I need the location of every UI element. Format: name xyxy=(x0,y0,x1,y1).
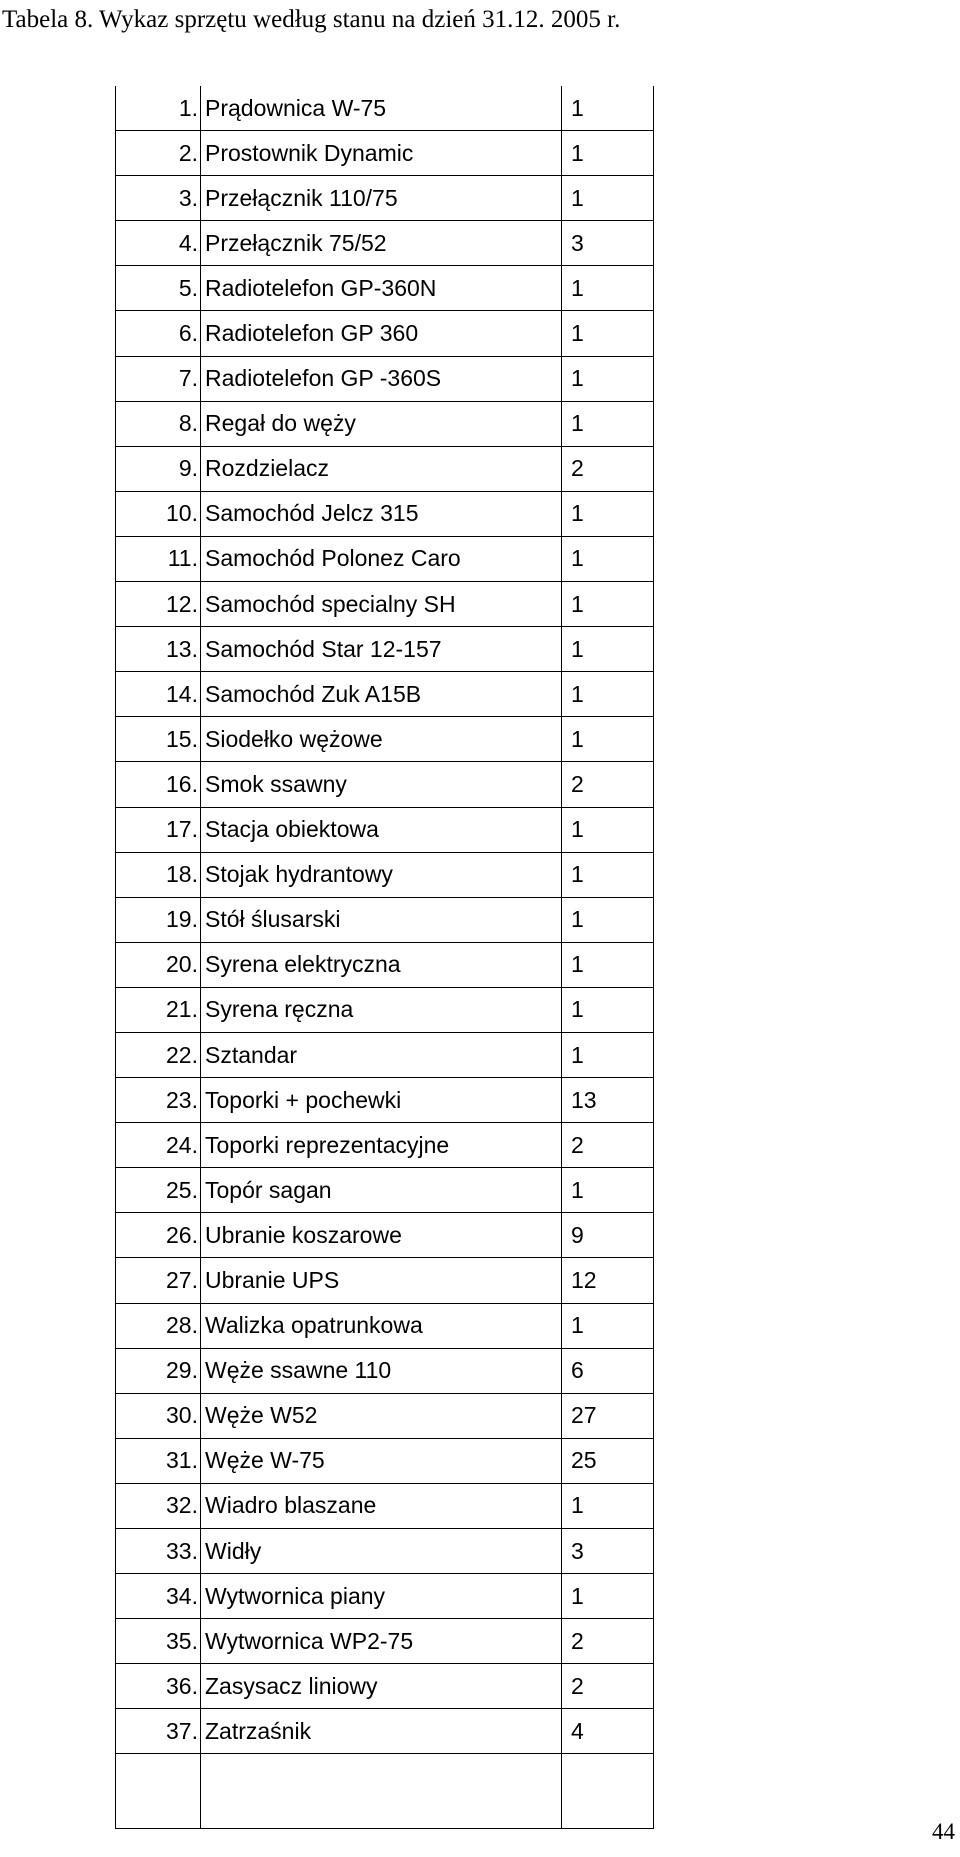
table-row xyxy=(116,357,653,402)
table-empty-tail xyxy=(116,1754,653,1828)
table-row xyxy=(116,1123,653,1168)
item-quantity: 1 xyxy=(571,139,584,166)
item-name: Syrena ręczna xyxy=(201,988,562,1032)
item-number: 16. xyxy=(116,762,201,806)
item-number: 6. xyxy=(116,311,201,355)
table-row xyxy=(116,672,653,717)
item-quantity: 1 xyxy=(571,274,584,301)
item-name: Przełącznik 75/52 xyxy=(201,221,562,265)
table-row xyxy=(116,176,653,221)
item-name: Wiadro blaszane xyxy=(201,1484,562,1528)
item-name: Węże ssawne 110 xyxy=(201,1349,562,1393)
item-name: Samochód Jelcz 315 xyxy=(201,492,562,536)
table-row xyxy=(116,853,653,898)
item-name: Stacja obiektowa xyxy=(201,808,562,852)
table-row xyxy=(116,717,653,762)
item-number: 14. xyxy=(116,672,201,716)
item-quantity: 1 xyxy=(571,725,584,752)
table-row xyxy=(116,1574,653,1619)
table-row xyxy=(116,1394,653,1439)
item-quantity: 1 xyxy=(571,320,584,347)
table-row xyxy=(116,1033,653,1078)
item-name: Wytwornica WP2-75 xyxy=(201,1619,562,1663)
item-quantity: 1 xyxy=(571,365,584,392)
table-row xyxy=(116,988,653,1033)
item-name: Topór sagan xyxy=(201,1168,562,1212)
item-number: 36. xyxy=(116,1664,201,1708)
item-quantity: 25 xyxy=(571,1447,597,1474)
table-row xyxy=(116,266,653,311)
item-number: 3. xyxy=(116,176,201,220)
item-name: Radiotelefon GP 360 xyxy=(201,311,562,355)
item-quantity: 1 xyxy=(571,1041,584,1068)
item-quantity: 2 xyxy=(571,770,584,797)
item-number: 35. xyxy=(116,1619,201,1663)
item-name: Siodełko wężowe xyxy=(201,717,562,761)
item-quantity: 2 xyxy=(571,455,584,482)
item-name: Walizka opatrunkowa xyxy=(201,1304,562,1348)
item-number: 15. xyxy=(116,717,201,761)
table-row xyxy=(116,492,653,537)
table-row xyxy=(116,943,653,988)
table-row xyxy=(116,898,653,943)
item-number: 5. xyxy=(116,266,201,310)
table-row xyxy=(116,582,653,627)
page-number: 44 xyxy=(932,1819,955,1844)
table-row xyxy=(116,86,653,131)
item-number: 18. xyxy=(116,853,201,897)
item-quantity: 2 xyxy=(571,1672,584,1699)
item-name: Smok ssawny xyxy=(201,762,562,806)
table-row xyxy=(116,447,653,492)
item-quantity: 2 xyxy=(571,1131,584,1158)
item-name: Zasysacz liniowy xyxy=(201,1664,562,1708)
item-name: Węże W52 xyxy=(201,1394,562,1438)
table-row xyxy=(116,808,653,853)
item-number: 27. xyxy=(116,1258,201,1302)
item-name: Zatrzaśnik xyxy=(201,1709,562,1753)
item-number: 4. xyxy=(116,221,201,265)
item-name: Sztandar xyxy=(201,1033,562,1077)
item-name: Stojak hydrantowy xyxy=(201,853,562,897)
table-row xyxy=(116,1258,653,1303)
item-quantity: 1 xyxy=(571,590,584,617)
empty-cell xyxy=(562,1754,653,1828)
table-row xyxy=(116,1619,653,1664)
item-quantity: 3 xyxy=(571,1537,584,1564)
item-number: 28. xyxy=(116,1304,201,1348)
item-name: Wytwornica piany xyxy=(201,1574,562,1618)
item-quantity: 6 xyxy=(571,1357,584,1384)
item-quantity: 9 xyxy=(571,1221,584,1248)
table-row xyxy=(116,627,653,672)
item-name: Prądownica W-75 xyxy=(201,86,562,130)
table-row xyxy=(116,1349,653,1394)
item-name: Radiotelefon GP-360N xyxy=(201,266,562,310)
item-number: 12. xyxy=(116,582,201,626)
item-name: Ubranie koszarowe xyxy=(201,1213,562,1257)
table-row xyxy=(116,1664,653,1709)
table-row xyxy=(116,1529,653,1574)
item-quantity: 2 xyxy=(571,1627,584,1654)
item-name: Syrena elektryczna xyxy=(201,943,562,987)
item-number: 9. xyxy=(116,447,201,491)
item-quantity: 1 xyxy=(571,1492,584,1519)
table-row xyxy=(116,1078,653,1123)
item-name: Samochód specialny SH xyxy=(201,582,562,626)
item-quantity: 4 xyxy=(571,1717,584,1744)
page-title: Tabela 8. Wykaz sprzętu według stanu na dzień 31.12. 2005 r. xyxy=(2,6,621,33)
item-quantity: 1 xyxy=(571,545,584,572)
table-row xyxy=(116,1709,653,1754)
item-number: 11. xyxy=(116,537,201,581)
item-quantity: 13 xyxy=(571,1086,597,1113)
item-number: 8. xyxy=(116,402,201,446)
item-number: 1. xyxy=(116,86,201,130)
table-row xyxy=(116,1304,653,1349)
item-name: Prostownik Dynamic xyxy=(201,131,562,175)
empty-cell xyxy=(201,1754,562,1828)
item-number: 24. xyxy=(116,1123,201,1167)
item-number: 33. xyxy=(116,1529,201,1573)
item-name: Toporki reprezentacyjne xyxy=(201,1123,562,1167)
item-number: 31. xyxy=(116,1439,201,1483)
item-quantity: 3 xyxy=(571,229,584,256)
item-quantity: 1 xyxy=(571,500,584,527)
item-quantity: 1 xyxy=(571,906,584,933)
item-number: 30. xyxy=(116,1394,201,1438)
item-quantity: 1 xyxy=(571,861,584,888)
table-row xyxy=(116,762,653,807)
item-name: Samochód Star 12-157 xyxy=(201,627,562,671)
item-number: 34. xyxy=(116,1574,201,1618)
item-number: 22. xyxy=(116,1033,201,1077)
item-number: 20. xyxy=(116,943,201,987)
item-quantity: 1 xyxy=(571,94,584,121)
item-name: Rozdzielacz xyxy=(201,447,562,491)
table-row xyxy=(116,402,653,447)
item-quantity: 1 xyxy=(571,951,584,978)
item-quantity: 27 xyxy=(571,1402,597,1429)
table-row xyxy=(116,1439,653,1484)
table-row xyxy=(116,221,653,266)
item-number: 37. xyxy=(116,1709,201,1753)
item-name: Widły xyxy=(201,1529,562,1573)
item-name: Radiotelefon GP -360S xyxy=(201,357,562,401)
item-quantity: 1 xyxy=(571,410,584,437)
item-quantity: 12 xyxy=(571,1266,597,1293)
item-name: Węże W-75 xyxy=(201,1439,562,1483)
item-number: 7. xyxy=(116,357,201,401)
table-row xyxy=(116,1168,653,1213)
item-name: Toporki + pochewki xyxy=(201,1078,562,1122)
empty-cell xyxy=(116,1754,201,1828)
item-quantity: 1 xyxy=(571,680,584,707)
item-number: 21. xyxy=(116,988,201,1032)
item-quantity: 1 xyxy=(571,1176,584,1203)
item-quantity: 1 xyxy=(571,184,584,211)
item-number: 23. xyxy=(116,1078,201,1122)
table-row xyxy=(116,537,653,582)
table-row xyxy=(116,1484,653,1529)
item-quantity: 1 xyxy=(571,1582,584,1609)
item-name: Stół ślusarski xyxy=(201,898,562,942)
item-number: 13. xyxy=(116,627,201,671)
item-name: Regał do węży xyxy=(201,402,562,446)
item-quantity: 1 xyxy=(571,816,584,843)
item-number: 10. xyxy=(116,492,201,536)
item-name: Przełącznik 110/75 xyxy=(201,176,562,220)
item-name: Samochód Zuk A15B xyxy=(201,672,562,716)
item-name: Samochód Polonez Caro xyxy=(201,537,562,581)
item-number: 26. xyxy=(116,1213,201,1257)
table-row xyxy=(116,131,653,176)
item-number: 2. xyxy=(116,131,201,175)
item-number: 29. xyxy=(116,1349,201,1393)
item-number: 32. xyxy=(116,1484,201,1528)
equipment-table xyxy=(115,86,654,1829)
table-row xyxy=(116,311,653,356)
item-quantity: 1 xyxy=(571,1312,584,1339)
item-number: 25. xyxy=(116,1168,201,1212)
item-quantity: 1 xyxy=(571,635,584,662)
table-row xyxy=(116,1213,653,1258)
item-quantity: 1 xyxy=(571,996,584,1023)
item-number: 17. xyxy=(116,808,201,852)
item-number: 19. xyxy=(116,898,201,942)
item-name: Ubranie UPS xyxy=(201,1258,562,1302)
